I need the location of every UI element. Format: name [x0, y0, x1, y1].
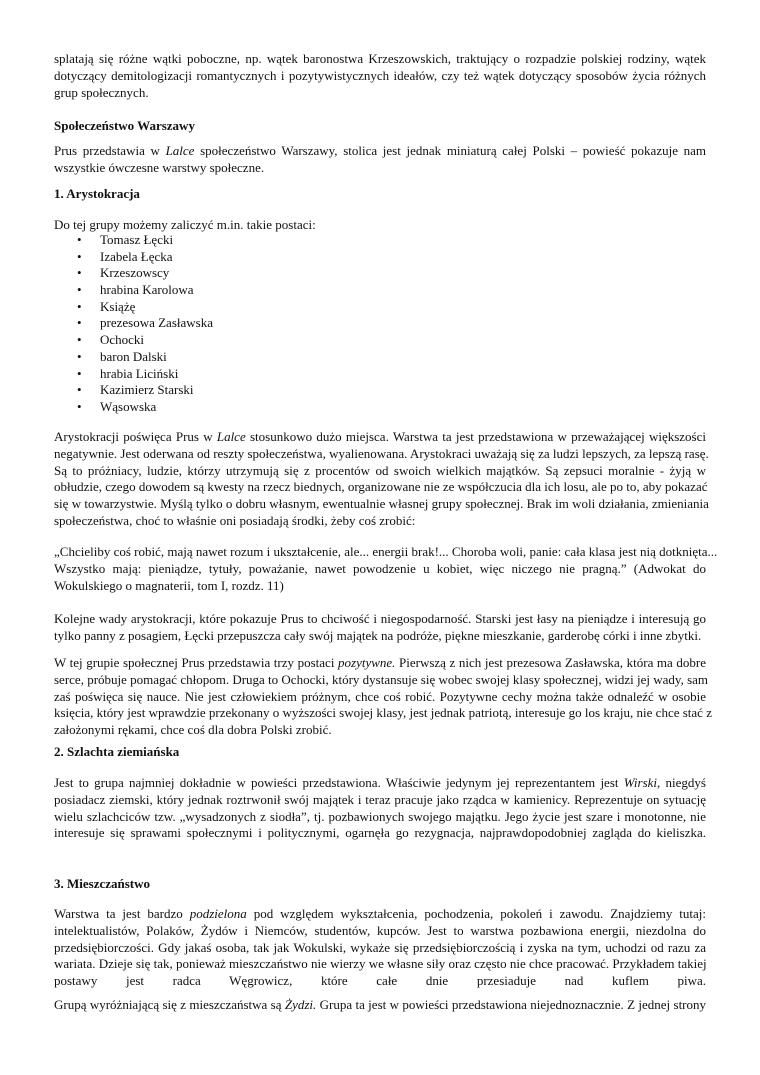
text-line: postawy jest radca Węgrowicz, które całe dnie przesiaduje nad kuflem piwa.: [54, 973, 706, 989]
text-line: negatywnie. Jest oderwana od reszty społeczeństwa, wyalienowana. Arystokraci uważają się za ludzi lepszych, za lepszą rasę.: [54, 445, 709, 461]
italic-text: podzielona: [189, 906, 247, 921]
bullet-icon: •: [77, 332, 82, 348]
text-segment: Warstwa ta jest bardzo: [54, 906, 190, 921]
list-item: [54, 332, 706, 349]
italic-text: Żydzi.: [284, 997, 317, 1012]
paragraph: [54, 906, 706, 990]
paragraph: [54, 997, 706, 1014]
text-line: Wszystko mają: pieniądze, tytuły, poważanie, nawet powodzenie u kobiet, więc niczego nie pragną.” (Adwokat do: [54, 560, 706, 576]
list-item-text: hrabia Liciński: [100, 365, 179, 381]
section-heading: 2. Szlachta ziemiańska: [54, 744, 180, 759]
text-line: „Chcieliby coś robić, mają nawet rozum i ukształcenie, ale... energii brak!... Choroba woli, panie: cała klasa jest nią dotknięta...: [54, 544, 718, 559]
text-line: wariata. Dzieje się tak, ponieważ mieszczaństwo nie wierzy we własne siły oraz często nie chce pracować. Przykładem takiej: [54, 956, 707, 972]
bullet-icon: •: [77, 282, 82, 298]
italic-text: Wirski: [623, 775, 658, 790]
text-line: wielu szlachciców tzw. „wysadzonych z siodła”, tj. pozbawionych swojego majątku. Jego życie jest szare i monotonne, nie: [54, 808, 706, 824]
text-line: założonymi rękami, chce coś dla dobra Polski zrobić.: [54, 722, 332, 738]
text-line: grup społecznych.: [54, 84, 149, 100]
text-line: dotyczący demitologizacji romantycznych i pozytywistycznych ideałów, czy też wątek dotyczący sposobów życia różnych: [54, 67, 706, 83]
bullet-icon: •: [77, 398, 82, 414]
paragraph: [54, 775, 706, 842]
text-segment: , niegdyś: [657, 775, 706, 790]
section-heading: 1. Arystokracja: [54, 186, 140, 201]
bullet-icon: •: [77, 248, 82, 264]
list-item: [54, 299, 706, 316]
text-line: posiadacz ziemski, który jednak roztrwonił swój majątek i teraz pracuje jako rządca w kamienicy. Reprezentuje on sytuację: [54, 791, 706, 807]
text-line: interesuje się sprawami społecznymi i politycznymi, ogarnęła go rezygnacja, najprawdopodobniej zagląda do kieliszka.: [54, 825, 706, 841]
italic-text: Lalce: [216, 429, 246, 444]
italic-text: Lalce: [165, 143, 195, 158]
list-item: [54, 282, 706, 299]
list-item: [54, 265, 706, 282]
text-segment: Grupa ta jest w powieści przedstawiona niejednoznacznie. Z jednej strony: [316, 997, 707, 1012]
list-item-text: Wąsowska: [100, 398, 157, 414]
paragraph: [54, 429, 709, 530]
text-segment: W tej grupie społecznej Prus przedstawia trzy postaci: [54, 655, 339, 670]
text-line: Są to próżniacy, ludzie, którzy utrzymują się z procentów od swoich wielkich majątków. Są zepsuci moralnie - żyją w: [54, 462, 706, 478]
italic-text: pozytywne.: [338, 655, 396, 670]
bullet-icon: •: [77, 232, 82, 247]
text-line: splatają się różne wątki poboczne, np. wątek baronostwa Krzeszowskich, traktujący o rozpadzie polskiej rodziny, wątek: [54, 51, 706, 66]
text-line: przedsiębiorczości. Gdy jakaś osoba, tak jak Wokulski, wykaże się przedsiębiorczością i zyska na tym, uchodzi od razu za: [54, 939, 706, 955]
paragraph: [54, 655, 712, 739]
list-item: [54, 349, 706, 366]
section-heading: 3. Mieszczaństwo: [54, 876, 151, 891]
text-line: Kolejne wady arystokracji, które pokazuje Prus to chciwość i niegospodarność. Starski jest łasy na pieniądze i interesują go: [54, 611, 706, 626]
text-line: obłudzie, czego dowodem są kwesty na rzecz biednych, organizowane nie ze współczucia dla ich losu, ale po to, aby pokazać: [54, 479, 708, 495]
bullet-icon: •: [77, 365, 82, 381]
list-item: [54, 366, 706, 383]
paragraph: [54, 51, 706, 101]
bullet-icon: •: [77, 265, 82, 281]
paragraph: [54, 544, 718, 594]
list-item-text: prezesowa Zasławska: [100, 315, 213, 331]
text-line: [54, 997, 706, 1014]
list-item-text: baron Dalski: [100, 348, 167, 364]
text-line: [54, 429, 706, 446]
paragraph: [54, 143, 706, 177]
text-line: [54, 906, 706, 923]
bullet-icon: •: [77, 315, 82, 331]
text-line: [54, 143, 706, 160]
text-line: [54, 655, 706, 672]
list-item-text: Książę: [100, 298, 136, 314]
list-item-text: hrabina Karolowa: [100, 282, 194, 298]
list-item-text: Ochocki: [100, 332, 145, 348]
list-item: [54, 249, 706, 266]
section-heading: Społeczeństwo Warszawy: [54, 118, 195, 133]
list-item: [54, 382, 706, 399]
text-segment: pod względem wykształcenia, pochodzenia, pokoleń i zawodu. Znajdziemy tutaj:: [246, 906, 706, 921]
text-line: intelektualistów, Polaków, Żydów i Niemców, studentów, kupców. Jest to warstwa pozbawiona energii, niezdolna do: [54, 922, 706, 938]
text-line: tylko panny z posagiem, Łęcki przepuszcza cały swój majątek na podróże, piękne mieszkanie, garderobę córki i inne zbytki.: [54, 627, 702, 643]
list-item-text: Tomasz Łęcki: [100, 232, 174, 247]
text-line: zaś poświęca się nauce. Nie jest człowiekiem próżnym, chce coś robić. Pozytywne cechy można także odnaleźć w osobie: [54, 688, 706, 704]
list-item-text: Krzeszowscy: [100, 265, 170, 281]
list-item: [54, 399, 706, 416]
text-segment: Jest to grupa najmniej dokładnie w powieści przedstawiona. Właściwie jedynym jej reprezentantem jest: [54, 775, 624, 790]
text-segment: Pierwszą z nich jest prezesowa Zasławska, która ma dobre: [395, 655, 706, 670]
list-item-text: Izabela Łęcka: [100, 248, 173, 264]
text-line: księcia, który jest wprawdzie przekonany o wyższości swojej klasy, jest jednak patriotą, interesuje go los kraju, nie chce stać z: [54, 705, 712, 721]
bullet-list: [54, 232, 706, 416]
bullet-icon: •: [77, 298, 82, 314]
text-line: wszystkie ówczesne warstwy społeczne.: [54, 159, 265, 175]
list-item: [54, 232, 706, 249]
text-line: społeczeństwa, choć to właśnie oni posiadają środki, żeby coś zrobić:: [54, 512, 416, 528]
paragraph: [54, 611, 706, 645]
text-segment: Grupą wyróżniającą się z mieszczaństwa są: [54, 997, 285, 1012]
list-item-text: Kazimierz Starski: [100, 382, 194, 398]
text-line: Do tej grupy możemy zaliczyć m.in. takie postaci:: [54, 217, 316, 232]
text-line: się w towarzystwie. Myślą tylko o dobru własnym, ewentualnie własnej grupy społecznej. Brak im woli działania, zmieniania: [54, 496, 709, 512]
text-line: [54, 775, 706, 792]
text-segment: Arystokracji poświęca Prus w: [54, 429, 217, 444]
text-segment: Prus przedstawia w: [54, 143, 166, 158]
text-segment: stosunkowo dużo miejsca. Warstwa ta jest przedstawiona w przeważającej większości: [245, 429, 706, 444]
text-segment: społeczeństwo Warszawy, stolica jest jednak miniaturą całej Polski – powieść pokazuje nam: [194, 143, 707, 158]
list-item: [54, 315, 706, 332]
text-line: Wokulskiego o magnaterii, tom I, rozdz. 11): [54, 577, 284, 593]
text-line: serce, próbuje pomagać chłopom. Druga to Ochocki, który dystansuje się wobec swojej klasy społecznej, widzi jej wady, sam: [54, 671, 709, 687]
bullet-icon: •: [77, 382, 82, 398]
bullet-icon: •: [77, 348, 82, 364]
